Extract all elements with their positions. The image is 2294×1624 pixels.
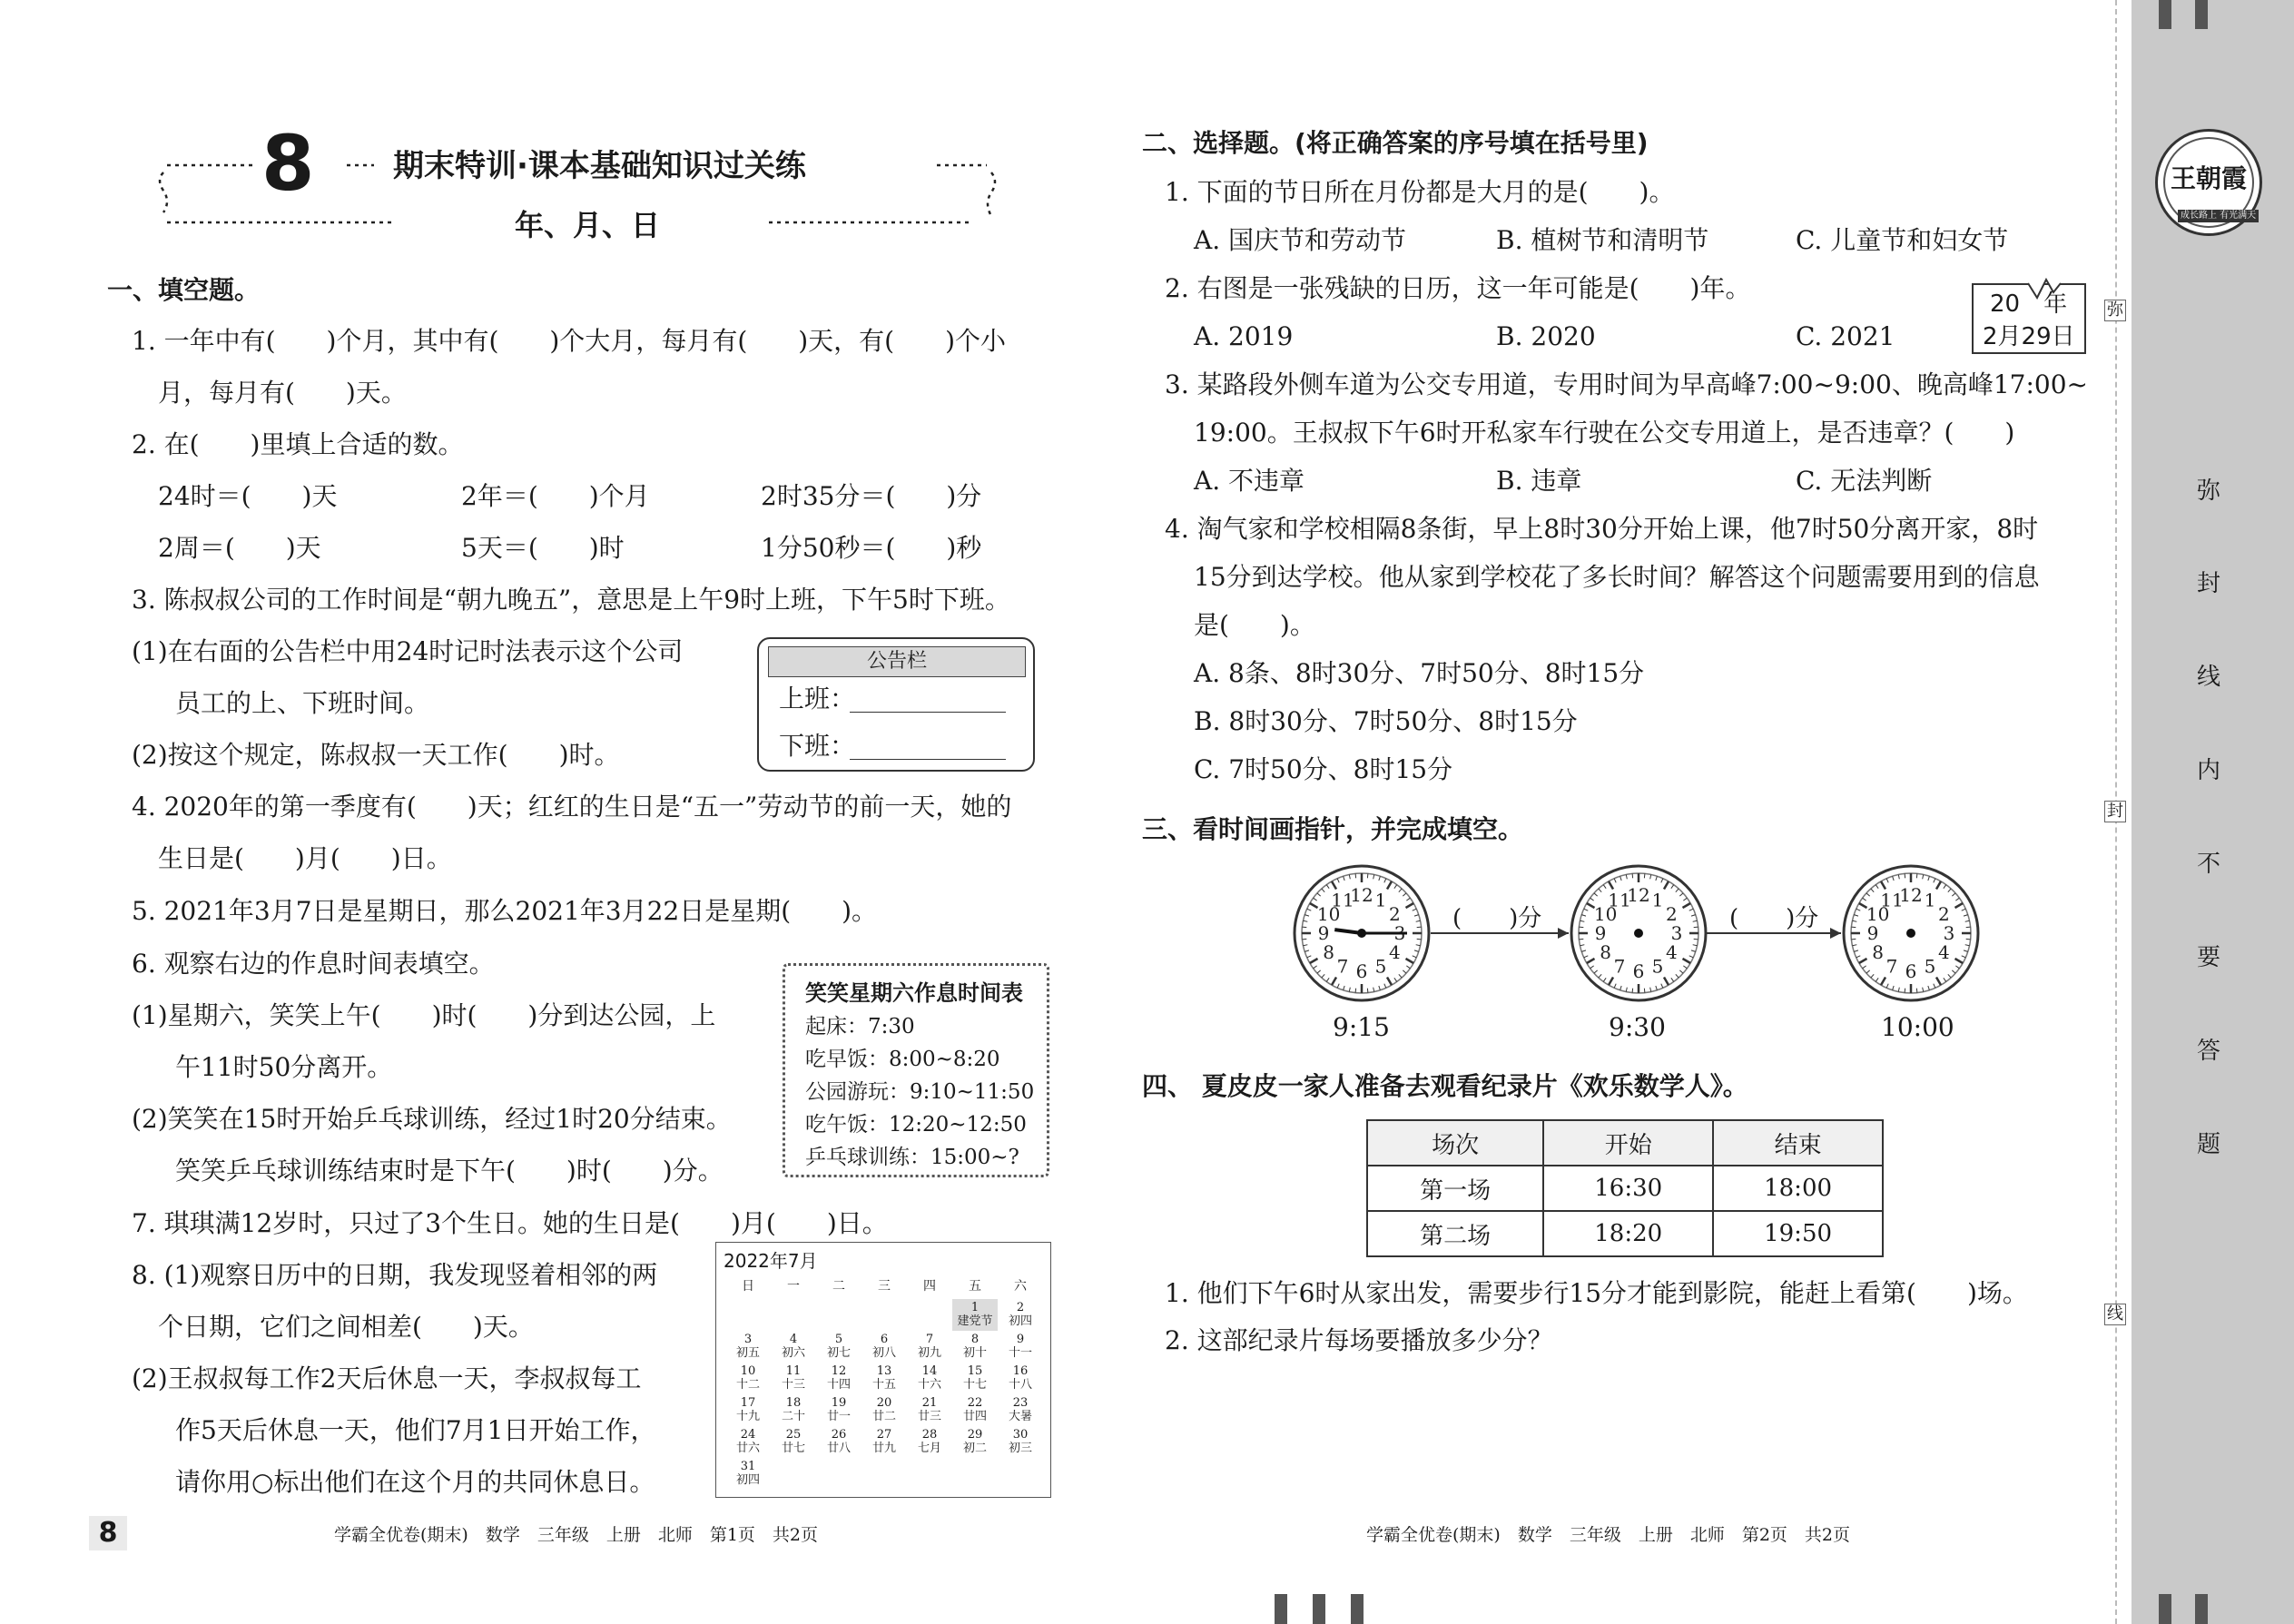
calendar-weekday: 二: [832, 1279, 845, 1294]
q8-part1-line2: 个日期，它们之间相差( )天。: [158, 1312, 534, 1342]
c1-option-b: B. 植树节和清明节: [1496, 225, 1709, 255]
calendar-day[interactable]: 30 初三: [1008, 1428, 1032, 1455]
table-header: 开始: [1543, 1120, 1713, 1166]
clock-number: 9: [1594, 922, 1607, 944]
clock-number: 9: [1866, 922, 1879, 944]
clock-label-2: 9:30: [1609, 1012, 1666, 1042]
clock-tick: [1916, 873, 1917, 878]
schedule-row: 吃午饭：12:20~12:50: [805, 1113, 1027, 1137]
calendar-day[interactable]: 3 初五: [735, 1333, 760, 1360]
q4-line2: 生日是( )月( )日。: [158, 843, 452, 873]
calendar-day[interactable]: 26 廿八: [826, 1428, 851, 1455]
card-date: 2月29日: [1983, 323, 2075, 350]
clock-number: 7: [1613, 955, 1626, 978]
section-1-heading: 一、填空题。: [107, 275, 261, 305]
c4-line3: 是( )。: [1194, 610, 1315, 640]
clock-number: 8: [1323, 941, 1334, 963]
clock-tick: [1579, 939, 1583, 940]
clock-number: 6: [1355, 960, 1368, 982]
q6-line1: 6. 观察右边的作息时间表填空。: [132, 949, 495, 979]
table-cell: 19:50: [1713, 1211, 1883, 1256]
table-header: 结束: [1713, 1120, 1883, 1166]
calendar-day[interactable]: 27 廿九: [871, 1428, 896, 1455]
clock-tick: [1916, 989, 1917, 993]
clock-number: 2: [1389, 903, 1401, 925]
table-cell: 18:20: [1543, 1211, 1713, 1256]
logo-text: 王朝霞: [2171, 163, 2248, 193]
strip-char: 内: [2197, 757, 2221, 784]
q3-part1-line1: (1)在右面的公告栏中用24时记时法表示这个公司: [132, 636, 684, 666]
page-number: 8: [89, 1516, 127, 1550]
calendar-day[interactable]: 2 初四: [1008, 1301, 1032, 1328]
strip-char: 封: [2197, 570, 2221, 597]
notice-board-off-blank[interactable]: [850, 759, 1006, 760]
calendar-day[interactable]: 23 大暑: [1008, 1396, 1032, 1423]
clock-number: 7: [1885, 955, 1898, 978]
q4-line1: 4. 2020年的第一季度有( )天；红红的生日是“五一”劳动节的前一天，她的: [132, 792, 1012, 822]
clock-number: 6: [1905, 960, 1917, 982]
c3-option-b: B. 违章: [1496, 466, 1582, 496]
notice-board-title: 公告栏: [768, 646, 1026, 677]
q8-part2-line1: (2)王叔叔每工作2天后休息一天，李叔叔每工: [132, 1363, 642, 1393]
q3-part1-line2: 员工的上、下班时间。: [175, 688, 430, 718]
calendar-day[interactable]: 6 初八: [871, 1333, 896, 1360]
schedule-row: 吃早饭：8:00~8:20: [805, 1048, 1000, 1071]
calendar-day[interactable]: 8 初十: [962, 1333, 987, 1360]
q3-line1: 3. 陈叔叔公司的工作时间是“朝九晚五”，意思是上午9时上班，下午5时下班。: [132, 585, 1010, 615]
c3-line2: 19:00。王叔叔下午6时开私家车行驶在公交专用道上，是否违章？( ): [1194, 418, 2015, 448]
clock-number: 2: [1666, 903, 1678, 925]
schedule-title: 笑笑星期六作息时间表: [805, 980, 1023, 1006]
clock-number: 5: [1374, 955, 1387, 978]
c2-option-c: C. 2021: [1796, 321, 1895, 351]
schedule-table: [1366, 1119, 1884, 1257]
clock-tick: [1417, 939, 1422, 940]
unit-number: 8: [261, 119, 315, 208]
clock-gap-1: ( )分: [1452, 905, 1542, 932]
table-cell: 第二场: [1367, 1211, 1543, 1256]
notice-board-on-blank[interactable]: [850, 712, 1006, 713]
clock-tick: [1355, 989, 1356, 993]
clock-number: 4: [1938, 941, 1950, 963]
clock-number: 10: [1866, 903, 1890, 925]
footer-right: 学霸全优卷(期末) 数学 三年级 上册 北师 第2页 共2页: [1366, 1525, 1851, 1545]
calendar-day[interactable]: 25 廿七: [781, 1428, 805, 1455]
q2-item-c: 2时35分＝( )分: [761, 481, 982, 511]
clock-gap-2: ( )分: [1729, 905, 1819, 932]
clock-number: 11: [1608, 889, 1631, 911]
q2-item-d: 2周＝( )天: [158, 533, 321, 563]
clock-number: 12: [1350, 884, 1373, 906]
torn-edge: [2026, 272, 2063, 300]
schedule-row: 公园游玩：9:10~11:50: [805, 1080, 1035, 1104]
c1-option-c: C. 儿童节和妇女节: [1796, 225, 2009, 255]
calendar-title: 2022年7月: [724, 1250, 818, 1272]
calendar-day[interactable]: [998, 1458, 1043, 1490]
clock-tick: [1966, 939, 1971, 940]
clock-number: 4: [1666, 941, 1678, 963]
strip-char: 答: [2197, 1038, 2221, 1065]
c2-option-a: A. 2019: [1194, 321, 1294, 351]
clock-tick: [1632, 873, 1633, 878]
clock-number: 6: [1632, 960, 1645, 982]
clock-number: 4: [1389, 941, 1401, 963]
clock-number: 12: [1627, 884, 1650, 906]
calendar-day[interactable]: 15 十七: [962, 1364, 987, 1392]
calendar-day[interactable]: [907, 1299, 952, 1331]
q2-item-a: 24时＝( )天: [158, 481, 338, 511]
clock-tick: [1694, 927, 1698, 928]
calendar-day[interactable]: 14 十六: [917, 1364, 941, 1392]
section-2-heading: 二、选择题。(将正确答案的序号填在括号里): [1142, 128, 1649, 158]
clock-number: 12: [1899, 884, 1923, 906]
calendar-weekday: 一: [787, 1279, 800, 1294]
section-4-heading: 四、 夏皮皮一家人准备去观看纪录片《欢乐数学人》。: [1142, 1071, 1748, 1101]
q2-line1: 2. 在( )里填上合适的数。: [132, 429, 464, 459]
calendar-day[interactable]: 5 初七: [826, 1333, 851, 1360]
footer-left: 学霸全优卷(期末) 数学 三年级 上册 北师 第1页 共2页: [334, 1525, 819, 1545]
calendar-weekday: 五: [969, 1279, 981, 1294]
clock-tick: [1851, 939, 1856, 940]
clock-number: 1: [1924, 889, 1936, 911]
schedule-box: [783, 963, 1049, 1177]
page-subtitle: 年、月、日: [515, 208, 661, 242]
q6-part2-line1: (2)笑笑在15时开始乒乓球训练，经过1时20分结束。: [132, 1104, 732, 1134]
clock-tick: [1355, 873, 1356, 878]
c4-option-c: C. 7时50分、8时15分: [1194, 754, 1453, 784]
calendar-day[interactable]: 17 十九: [735, 1396, 760, 1423]
clock-label-1: 9:15: [1333, 1012, 1390, 1042]
calendar-day[interactable]: 24 廿六: [735, 1428, 760, 1455]
strip-char: 不: [2197, 851, 2221, 878]
calendar-day[interactable]: [861, 1299, 907, 1331]
clock-tick: [1302, 927, 1306, 928]
q1-line2: 月，每月有( )天。: [158, 378, 407, 408]
table-cell: 18:00: [1713, 1166, 1883, 1211]
calendar-day[interactable]: 21 廿三: [917, 1396, 941, 1423]
calendar-day[interactable]: 16 十八: [1008, 1364, 1032, 1392]
c1: 1. 下面的节日所在月份都是大月的是( )。: [1165, 177, 1675, 207]
calendar-day[interactable]: 4 初六: [781, 1333, 805, 1360]
clock-number: 3: [1670, 922, 1683, 944]
strip-char: 弥: [2197, 477, 2221, 505]
calendar-day[interactable]: [725, 1299, 771, 1331]
clock-number: 1: [1374, 889, 1387, 911]
d2: 2. 这部纪录片每场要播放多少分？: [1165, 1325, 1553, 1355]
calendar-weekday: 三: [878, 1279, 891, 1294]
q6-part1-line1: (1)星期六，笑笑上午( )时( )分到达公园，上: [132, 1000, 716, 1030]
logo-slogan: 成长路上 有光满天: [2178, 210, 2259, 222]
table-row: [1367, 1166, 1883, 1211]
calendar-day[interactable]: [907, 1458, 952, 1490]
calendar-day[interactable]: [816, 1458, 861, 1490]
q2-item-e: 5天＝( )时: [461, 533, 625, 563]
clock-center: [1906, 929, 1915, 938]
q5: 5. 2021年3月7日是星期日，那么2021年3月22日是星期( )。: [132, 896, 878, 926]
clock-number: 1: [1651, 889, 1664, 911]
clock-tick: [1579, 927, 1583, 928]
calendar-day[interactable]: 28 七月: [917, 1428, 941, 1455]
clock-number: 8: [1872, 941, 1884, 963]
schedule-row: 乒乓球训练：15:00~?: [805, 1146, 1019, 1169]
clock-number: 3: [1943, 922, 1955, 944]
clock-number: 7: [1336, 955, 1349, 978]
clock-number: 10: [1593, 903, 1618, 925]
table-row: [1367, 1211, 1883, 1256]
card-year: 20 年: [1990, 290, 2068, 318]
calendar: [715, 1242, 1051, 1498]
clock-tick: [1644, 873, 1645, 878]
c2: 2. 右图是一张残缺的日历，这一年可能是( )年。: [1165, 273, 1751, 303]
clock-number: 11: [1331, 889, 1354, 911]
calendar-day[interactable]: 31 初四: [735, 1460, 760, 1487]
clock-tick: [1851, 927, 1856, 928]
clock-number: 11: [1880, 889, 1904, 911]
clock-number: 5: [1924, 955, 1936, 978]
strip-char: 题: [2197, 1131, 2221, 1158]
clock-number: 8: [1600, 941, 1611, 963]
clock-tick: [1632, 989, 1633, 993]
clock-tick: [1644, 989, 1645, 993]
c1-option-a: A. 国庆节和劳动节: [1194, 225, 1407, 255]
table-cell: 第一场: [1367, 1166, 1543, 1211]
c4-option-b: B. 8时30分、7时50分、8时15分: [1194, 706, 1578, 736]
section-3-heading: 三、看时间画指针，并完成填空。: [1142, 814, 1524, 844]
calendar-day[interactable]: 20 廿二: [871, 1396, 896, 1423]
calendar-weekday: 六: [1014, 1279, 1027, 1294]
q8-part1-line1: 8. (1)观察日历中的日期，我发现竖着相邻的两: [132, 1260, 658, 1290]
q2-item-b: 2年＝( )个月: [461, 481, 650, 511]
clock-tick: [1367, 873, 1368, 878]
calendar-day[interactable]: 19 廿一: [826, 1396, 851, 1423]
q7: 7. 琪琪满12岁时，只过了3个生日。她的生日是( )月( )日。: [132, 1208, 888, 1238]
margin-mark: 封: [2104, 801, 2126, 822]
calendar-day[interactable]: 9 十一: [1008, 1333, 1032, 1360]
page-title: 期末特训·课本基础知识过关练: [393, 148, 806, 184]
schedule-row: 起床：7:30: [805, 1015, 915, 1038]
c4-line2: 15分到达学校。他从家到学校花了多长时间？解答这个问题需要用到的信息: [1194, 562, 2040, 592]
calendar-day[interactable]: [771, 1299, 816, 1331]
brand-logo: [2155, 129, 2262, 236]
clock-tick: [1966, 927, 1971, 928]
calendar-day[interactable]: 18 二十: [781, 1396, 805, 1423]
margin-mark: 弥: [2104, 300, 2126, 321]
clock-number: 10: [1316, 903, 1341, 925]
table-header: 场次: [1367, 1120, 1543, 1166]
clock-number: 2: [1938, 903, 1950, 925]
q1-line1: 1. 一年中有( )个月，其中有( )个大月，每月有( )天，有( )个小: [132, 326, 1007, 356]
table-cell: 16:30: [1543, 1166, 1713, 1211]
calendar-day[interactable]: 1 建党节: [952, 1299, 998, 1331]
clock-center: [1634, 929, 1643, 938]
q8-part2-line2: 作5天后休息一天，他们7月1日开始工作，: [175, 1415, 656, 1445]
clock-number: 3: [1393, 922, 1406, 944]
c4-option-a: A. 8条、8时30分、7时50分、8时15分: [1194, 658, 1645, 688]
q3-part2: (2)按这个规定，陈叔叔一天工作( )时。: [132, 740, 620, 770]
c2-option-b: B. 2020: [1496, 321, 1596, 351]
q2-item-f: 1分50秒＝( )秒: [761, 533, 982, 563]
c4-line1: 4. 淘气家和学校相隔8条街，早上8时30分开始上课，他7时50分离开家，8时: [1165, 514, 2039, 544]
calendar-grid: [725, 1274, 1043, 1490]
notice-board-on-label: 上班：: [779, 684, 856, 714]
calendar-day[interactable]: [952, 1458, 998, 1490]
arrow-head: [1830, 928, 1841, 939]
sealing-strip: [2132, 0, 2294, 1624]
calendar-weekday: 四: [923, 1279, 936, 1294]
q8-part2-line3: 请你用○标出他们在这个月的共同休息日。: [175, 1467, 655, 1497]
calendar-day[interactable]: 29 初二: [962, 1428, 987, 1455]
c3-option-a: A. 不违章: [1194, 466, 1305, 496]
notice-board-off-label: 下班：: [779, 731, 856, 761]
margin-mark: 线: [2104, 1304, 2126, 1325]
calendar-day[interactable]: 11 十三: [781, 1364, 805, 1392]
calendar-day[interactable]: 7 初九: [917, 1333, 941, 1360]
calendar-day[interactable]: [816, 1299, 861, 1331]
d1: 1. 他们下午6时从家出发，需要步行15分才能到影院，能赶上看第( )场。: [1165, 1278, 2028, 1308]
clock-number: 9: [1317, 922, 1330, 944]
clock-tick: [1367, 989, 1368, 993]
calendar-weekday: 日: [742, 1279, 754, 1294]
q6-part1-line2: 午11时50分离开。: [175, 1052, 393, 1082]
calendar-day[interactable]: 13 十五: [871, 1364, 896, 1392]
c3-option-c: C. 无法判断: [1796, 466, 1933, 496]
calendar-day[interactable]: 12 十四: [826, 1364, 851, 1392]
clock-tick: [1302, 939, 1306, 940]
clock-tick: [1694, 939, 1698, 940]
arrow-head: [1558, 928, 1569, 939]
notice-board: [757, 637, 1035, 772]
q6-part2-line2: 笑笑乒乓球训练结束时是下午( )时( )分。: [175, 1156, 724, 1186]
calendar-day[interactable]: 10 十二: [735, 1364, 760, 1392]
clock-number: 5: [1651, 955, 1664, 978]
calendar-day[interactable]: [771, 1458, 816, 1490]
calendar-day[interactable]: [861, 1458, 907, 1490]
c3-line1: 3. 某路段外侧车道为公交专用道，专用时间为早高峰7:00~9:00、晚高峰17:00~: [1165, 369, 2088, 399]
calendar-day[interactable]: 22 廿四: [962, 1396, 987, 1423]
clock-tick: [1417, 927, 1422, 928]
strip-char: 线: [2197, 664, 2221, 691]
strip-char: 要: [2197, 944, 2221, 971]
clock-label-3: 10:00: [1881, 1012, 1954, 1042]
